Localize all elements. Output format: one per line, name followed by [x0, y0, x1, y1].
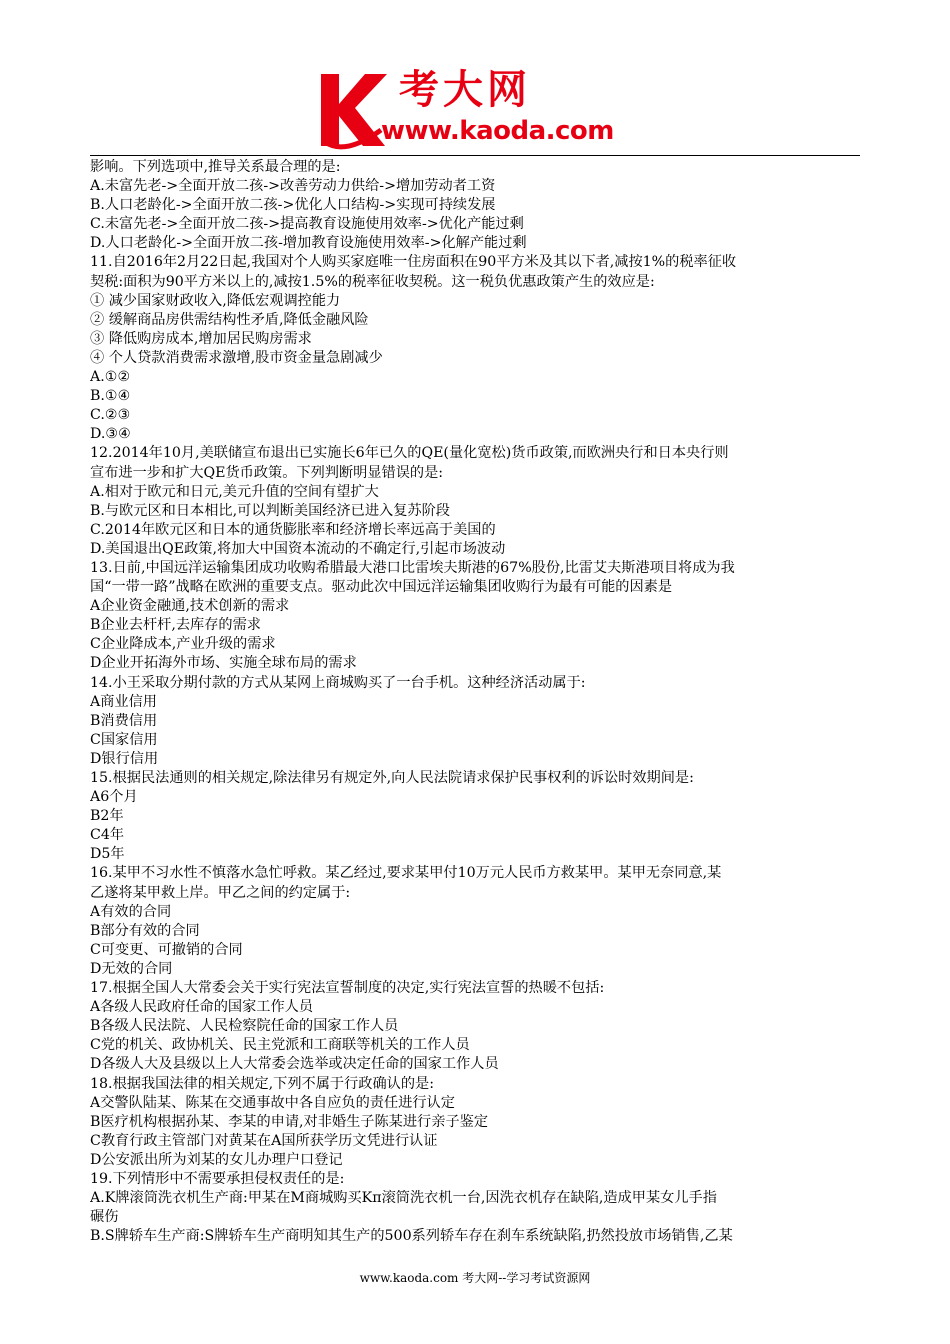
text-line: 11.自2016年2月22日起,我国对个人购买家庭唯一住房面积在90平方米及其以下者,减按1%的税率征收 — [90, 254, 737, 271]
text-line: D5年 — [90, 846, 125, 863]
text-line: 乙遂将某甲救上岸。甲乙之间的约定属于: — [90, 884, 351, 901]
text-line: 19.下列情形中不需要承担侵权责任的是: — [90, 1170, 345, 1187]
text-line: B部分有效的合同 — [90, 922, 200, 939]
text-line: A6个月 — [90, 789, 138, 806]
text-line: D企业开拓海外市场、实施全球布局的需求 — [90, 655, 357, 672]
text-line: B各级人民法院、人民检察院任命的国家工作人员 — [90, 1018, 399, 1035]
text-line: 碾伤 — [90, 1209, 119, 1226]
text-line: D.③④ — [90, 426, 131, 443]
page-footer: www.kaoda.com 考大网--学习考试资源网 — [359, 1271, 591, 1285]
text-line: C党的机关、政协机关、民主党派和工商联等机关的工作人员 — [90, 1037, 470, 1054]
text-line: ② 缓解商品房供需结构性矛盾,降低金融风险 — [90, 311, 369, 328]
text-line: B.S牌轿车生产商:S牌轿车生产商明知其生产的500系列轿车存在刹车系统缺陷,扔然投放市场销售,乙某 — [90, 1228, 733, 1245]
text-line: A.K牌滚筒洗衣机生产商:甲某在M商城购买Kπ滚筒洗衣机一台,因洗衣机存在缺陷,造成甲某女儿手指 — [90, 1190, 717, 1207]
text-line: B.与欧元区和日本相比,可以判断美国经济已进入复苏阶段 — [90, 502, 450, 519]
text-line: A交警队陆某、陈某在交通事故中各自应负的责任进行认定 — [90, 1094, 455, 1111]
text-line: D银行信用 — [90, 750, 159, 767]
text-line: 18.根据我国法律的相关规定,下列不属于行政确认的是: — [90, 1075, 434, 1092]
text-line: D.美国退出QE政策,将加大中国资本流动的不确定行,引起市场波动 — [90, 540, 506, 557]
text-line: D.人口老龄化->全面开放二孩-增加教育设施使用效率->化解产能过剩 — [90, 235, 527, 252]
text-line: 契税:面积为90平方米以上的,减按1.5%的税率征收契税。这一税负优惠政策产生的效应是: — [90, 273, 655, 290]
text-line: B.人口老龄化->全面开放二孩->优化人口结构->实现可持续发展 — [90, 197, 496, 214]
text-line: 国“一带一路”战略在欧洲的重要支点。驱动此次中国远洋运输集团收购行为最有可能的因素是 — [90, 579, 673, 596]
text-line: C.②③ — [90, 407, 131, 424]
text-line: D公安派出所为刘某的女儿办理户口登记 — [90, 1151, 343, 1168]
text-line: 12.2014年10月,美联储宣布退出已实施长6年已久的QE(量化宽松)货币政策,而欧洲央行和日本央行则 — [90, 445, 729, 462]
text-line: C企业降成本,产业升级的需求 — [90, 636, 276, 653]
text-line: A.未富先老->全面开放二孩->改善劳动力供给->增加劳动者工资 — [90, 178, 496, 195]
text-line: 影响。下列选项中,推导关系最合理的是: — [90, 159, 341, 175]
text-line: C可变更、可撤销的合同 — [90, 941, 243, 958]
logo-chinese-text: 考大网 — [399, 67, 531, 113]
document-body — [90, 158, 860, 1246]
text-line: B.①④ — [90, 388, 131, 405]
text-line: 17.根据全国人大常委会关于实行宪法宣誓制度的决定,实行宪法宣誓的热暖不包括: — [90, 980, 605, 997]
text-line: ④ 个人贷款消费需求激增,股市资金量急剧减少 — [90, 349, 383, 366]
text-line: B2年 — [90, 808, 124, 825]
logo-url-text: www.kaoda.com — [381, 116, 614, 146]
text-line: C.2014年欧元区和日本的通货膨胀率和经济增长率远高于美国的 — [90, 521, 496, 538]
text-line: A各级人民政府任命的国家工作人员 — [90, 999, 314, 1016]
text-line: ③ 降低购房成本,增加居民购房需求 — [90, 330, 312, 347]
text-line: C国家信用 — [90, 731, 158, 748]
site-logo[interactable] — [315, 66, 645, 156]
text-line: B企业去杆杆,去库存的需求 — [90, 617, 261, 634]
text-line: D各级人大及县级以上人大常委会选举或决定任命的国家工作人员 — [90, 1056, 499, 1073]
text-line: C4年 — [90, 827, 125, 844]
text-line: 13.日前,中国远洋运输集团成功收购希腊最大港口比雷埃夫斯港的67%股份,比雷艾夫斯港项目将成为我 — [90, 559, 735, 576]
text-line: A.①② — [90, 369, 131, 386]
text-line: 宣布进一步和扩大QE货币政策。下列判断明显错误的是: — [90, 464, 444, 481]
text-line: C.未富先老->全面开放二孩->提高教育设施使用效率->优化产能过剩 — [90, 216, 524, 233]
text-line: A有效的合同 — [90, 903, 172, 920]
text-line: A.相对于欧元和日元,美元升值的空间有望扩大 — [90, 483, 379, 500]
text-line: 15.根据民法通则的相关规定,除法律另有规定外,向人民法院请求保护民事权利的诉讼时效期间是: — [90, 770, 694, 786]
text-line: B消费信用 — [90, 712, 158, 729]
text-line: 14.小王采取分期付款的方式从某网上商城购买了一台手机。这种经济活动属于: — [90, 674, 586, 691]
text-line: B医疗机构根据孙某、李某的申请,对非婚生子陈某进行亲子鉴定 — [90, 1113, 489, 1130]
text-line: A企业资金融通,技术创新的需求 — [90, 598, 290, 615]
text-line: ① 减少国家财政收入,降低宏观调控能力 — [90, 292, 341, 309]
text-line: 16.某甲不习水性不慎落水急忙呼救。某乙经过,要求某甲付10万元人民币方救某甲。某甲无奈同意,某 — [90, 865, 722, 882]
text-line: D无效的合同 — [90, 960, 173, 977]
text-line: C教育行政主管部门对黄某在A国所获学历文凭进行认证 — [90, 1132, 438, 1149]
header-divider — [90, 155, 860, 156]
text-line: A商业信用 — [90, 693, 157, 710]
